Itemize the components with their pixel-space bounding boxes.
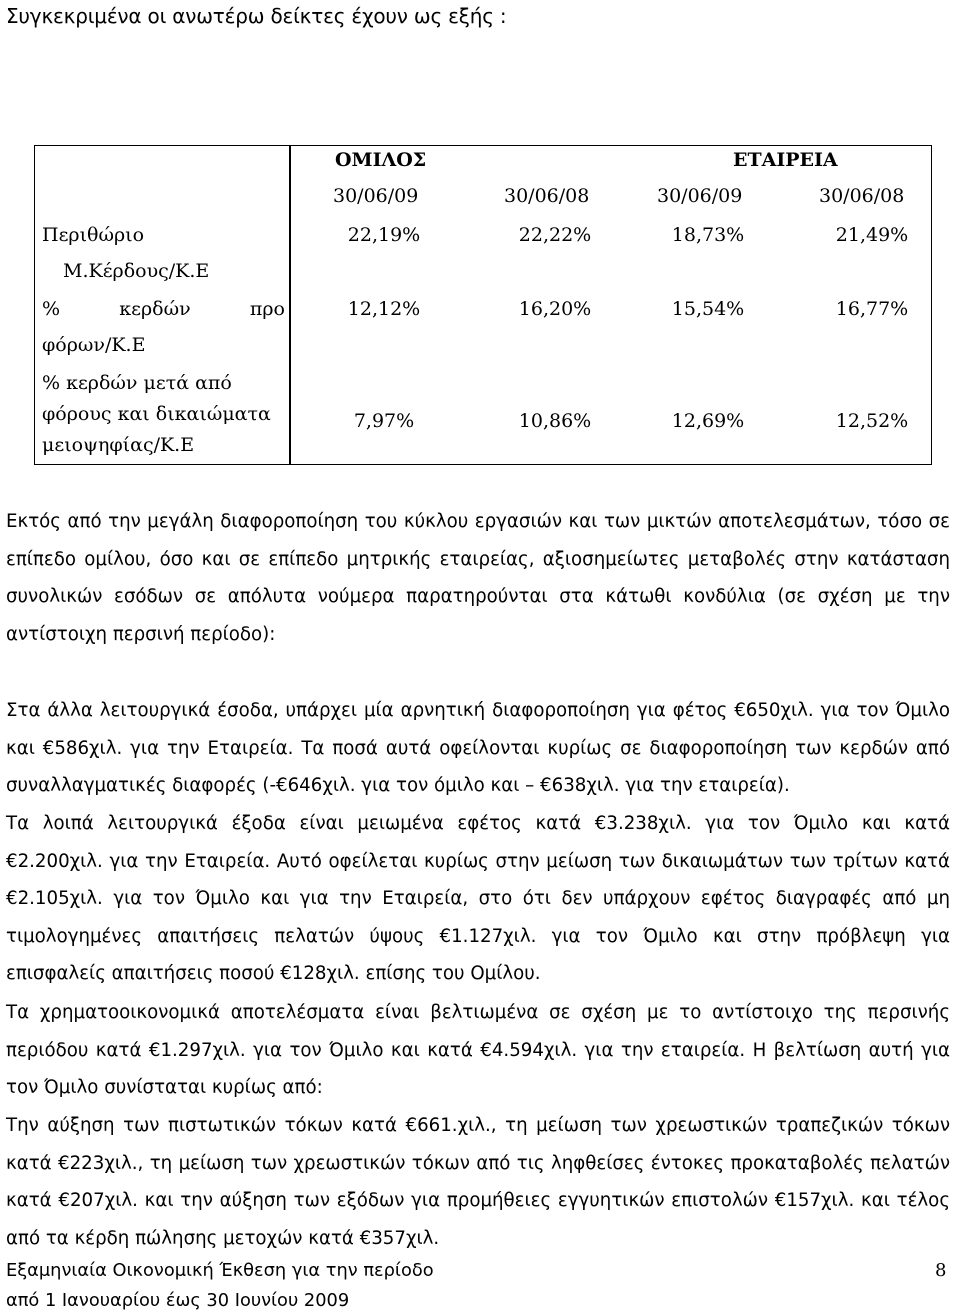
table-cell: 18,73% <box>671 224 745 246</box>
table-cell: 22,19% <box>347 224 421 246</box>
paragraph: Την αύξηση των πιστωτικών τόκων κατά €661.χιλ., τη μείωση των χρεωστικών τραπεζικών τόκων κατά €223χιλ., τη μείωση των χρεωστικών τόκων από τις ληφθείσες έντοκες προκαταβολές πελατών κατά €207χιλ. και την αύξηση των εξόδων για προμήθειες εγγυητικών επιστολών €157χιλ. και τέλος από τα κέρδη πώλησης μετοχών κατά €357χιλ. <box>6 1115 950 1249</box>
table-cell: 7,97% <box>353 410 415 432</box>
paragraph: Τα λοιπά λειτουργικά έξοδα είναι μειωμένα εφέτος κατά €3.238χιλ. για τον Όμιλο και κατά €2.200χιλ. για την Εταιρεία. Αυτό οφείλεται κυρίως στην μείωση των δικαιωμάτων των τρίτων κατά €2.105χιλ. για τον Όμιλο και για την Εταιρεία, στο ότι δεν υπάρχουν εφέτος διαγραφές από μη τιμολογημένες απαιτήσεις πελατών ύψους €1.127χιλ. για τον Όμιλο και στην πρόβλεψη για επισφαλείς απαιτήσεις ποσού €128χιλ. επίσης του Ομίλου. <box>6 813 950 985</box>
row-label: Περιθώριο <box>42 224 145 246</box>
date-header: 30/06/08 <box>504 185 590 207</box>
row-label: μειοψηφίας/Κ.Ε <box>42 434 195 456</box>
row-label: % κερδών μετά από <box>42 372 232 394</box>
row-label: Μ.Κέρδους/Κ.Ε <box>63 260 210 282</box>
table-cell: 21,49% <box>835 224 909 246</box>
paragraph: Στα άλλα λειτουργικά έσοδα, υπάρχει μία αρνητική διαφοροποίηση για φέτος €650χιλ. για τον Όμιλο και €586χιλ. για την Εταιρεία. Τα ποσά αυτά οφείλονται κυρίως σε διαφοροποίηση των κερδών από συναλλαγματικές διαφορές (-€646χιλ. για τον όμιλο και – €638χιλ. για την εταιρεία). <box>6 700 950 797</box>
table-divider <box>289 146 291 464</box>
page-number: 8 <box>935 1260 947 1281</box>
row-label: φόρων/Κ.Ε <box>42 334 146 356</box>
table-cell: 16,20% <box>518 298 592 320</box>
row-label: φόρους και δικαιώματα <box>42 403 271 425</box>
group-header-company: ΕΤΑΙΡΕΙΑ <box>733 149 838 171</box>
table-cell: 22,22% <box>518 224 592 246</box>
table-cell: 10,86% <box>518 410 592 432</box>
ratios-table <box>34 145 932 465</box>
row-label: % κερδών προ <box>42 298 285 320</box>
table-cell: 12,12% <box>347 298 421 320</box>
date-header: 30/06/09 <box>657 185 743 207</box>
paragraph: Τα χρηματοοικονομικά αποτελέσματα είναι βελτιωμένα σε σχέση με το αντίστοιχο της περσινής περιόδου κατά €1.297χιλ. για τον Όμιλο και κατά €4.594χιλ. για την εταιρεία. Η βελτίωση αυτή για τον Όμιλο συνίσταται κυρίως από: <box>6 1002 950 1099</box>
date-header: 30/06/09 <box>333 185 419 207</box>
table-cell: 12,52% <box>835 410 909 432</box>
date-header: 30/06/08 <box>819 185 905 207</box>
paragraph: Εκτός από την μεγάλη διαφοροποίηση του κύκλου εργασιών και των μικτών αποτελεσμάτων, τόσο σε επίπεδο ομίλου, όσο και σε επίπεδο μητρικής εταιρείας, αξιοσημείωτες μεταβολές στην κατάσταση συνολικών εσόδων σε απόλυτα νούμερα παρατηρούνται στα κάτωθι κονδύλια (σε σχέση με την αντίστοιχη περσινή περίοδο): <box>6 511 950 645</box>
footer-title: Εξαμηνιαία Οικονομική Έκθεση για την περίοδο <box>6 1260 434 1281</box>
table-cell: 12,69% <box>671 410 745 432</box>
footer-period: από 1 Ιανουαρίου έως 30 Ιουνίου 2009 <box>6 1290 350 1311</box>
group-header-group: ΟΜΙΛΟΣ <box>335 149 427 171</box>
table-cell: 16,77% <box>835 298 909 320</box>
intro-text: Συγκεκριμένα οι ανωτέρω δείκτες έχουν ως εξής : <box>6 4 507 28</box>
table-cell: 15,54% <box>671 298 745 320</box>
